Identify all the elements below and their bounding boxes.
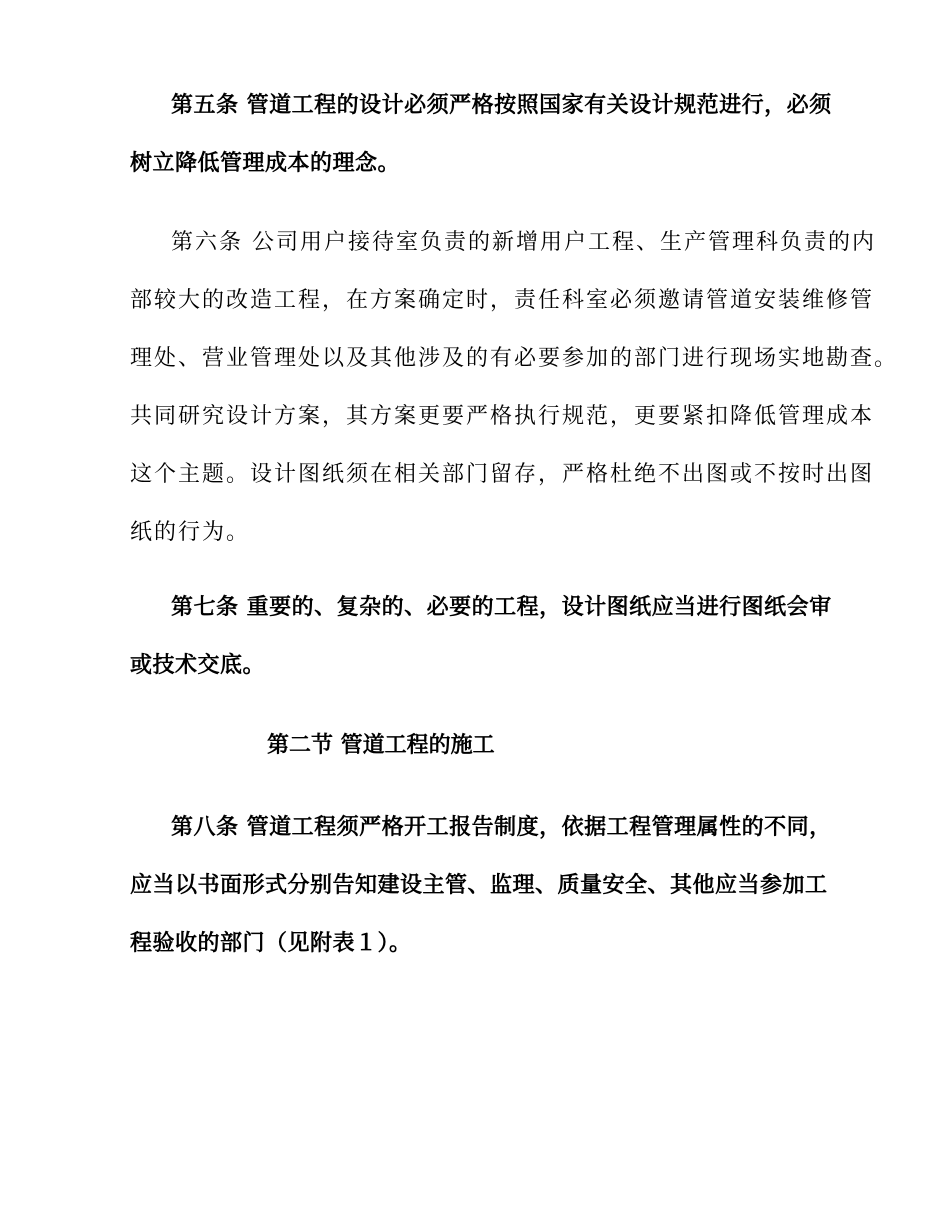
article-6 [89, 214, 899, 562]
article-8-line-1: 第八条 管道工程须严格开工报告制度，依据工程管理属性的不同， [171, 814, 832, 840]
article-6-line-2: 部较大的改造工程，在方案确定时，责任科室必须邀请管道安装维修管 [130, 288, 875, 313]
article-6-line-6: 纸的行为。 [130, 520, 251, 545]
article-5-line-1: 第五条 管道工程的设计必须严格按照国家有关设计规范进行，必须 [171, 92, 832, 118]
article-5-line-2: 树立降低管理成本的理念。 [130, 150, 401, 176]
section-heading: 第二节 管道工程的施工 [267, 732, 495, 758]
article-6-line-5: 这个主题。设计图纸须在相关部门留存，严格杜绝不出图或不按时出图 [130, 462, 875, 487]
article-8-line-3: 程验收的部门（见附表１）。 [130, 930, 412, 956]
article-8-line-2: 应当以书面形式分别告知建设主管、监理、质量安全、其他应当参加工 [130, 872, 828, 898]
article-5 [89, 76, 879, 192]
article-7-line-2: 或技术交底。 [130, 652, 266, 678]
article-7 [89, 578, 879, 694]
article-8 [89, 798, 879, 972]
article-6-line-3: 理处、营业管理处以及其他涉及的有必要参加的部门进行现场实地勘查。 [130, 346, 899, 371]
article-7-line-1: 第七条 重要的、复杂的、必要的工程，设计图纸应当进行图纸会审 [171, 594, 832, 620]
article-6-line-1: 第六条 公司用户接待室负责的新增用户工程、生产管理科负责的内 [171, 230, 876, 255]
article-6-line-4: 共同研究设计方案，其方案更要严格执行规范，更要紧扣降低管理成本 [130, 404, 875, 429]
